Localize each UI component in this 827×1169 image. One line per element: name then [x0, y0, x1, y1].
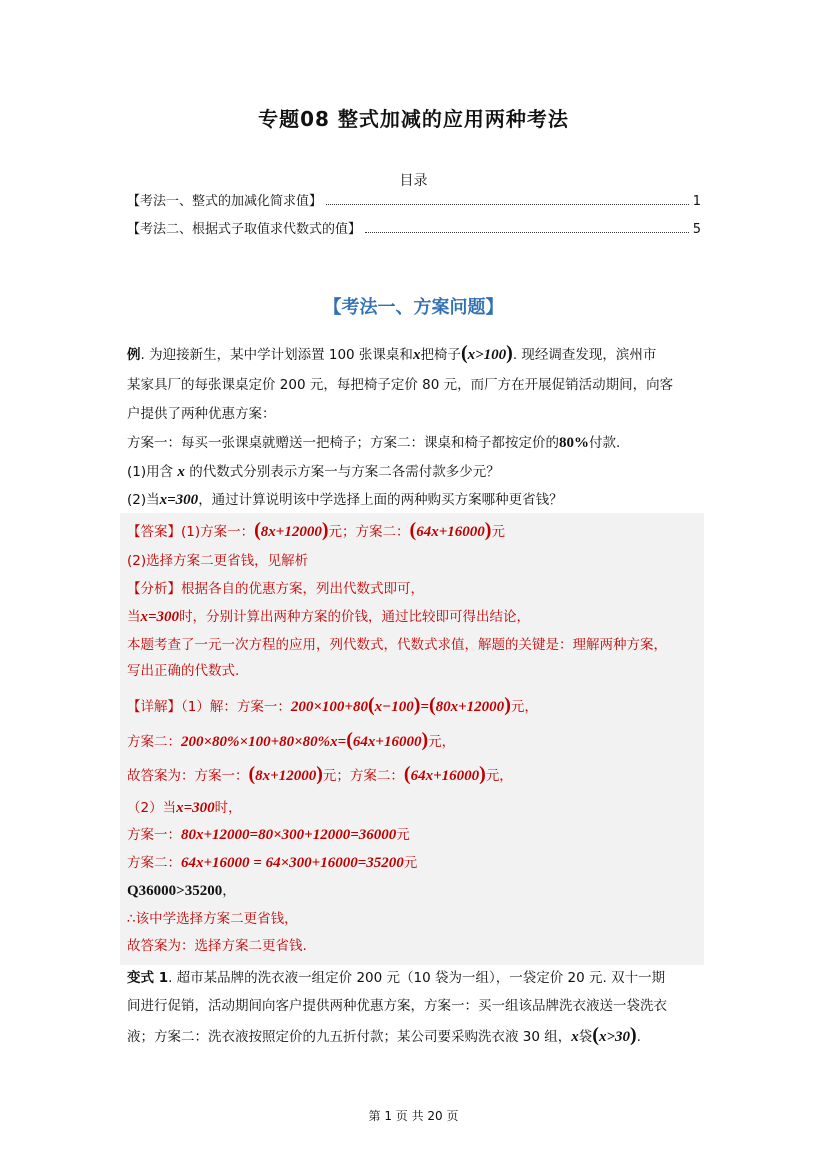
answer-line-2: (2)选择方案二更省钱，见解析: [127, 553, 309, 569]
answer-line: 【答案】(1)方案一：(8x+12000)元；方案二：(64x+16000)元: [127, 519, 505, 541]
variant-line-1: 变式 1. 超市某品牌的洗衣液一组定价 200 元（10 袋为一组），一袋定价 20 元. 双十一期: [127, 970, 666, 986]
toc-item-label: 【考法一、整式的加减化简求值】: [127, 194, 323, 209]
question-2: (2)当x=300，通过计算说明该中学选择上面的两种购买方案哪种更省钱？: [127, 492, 563, 508]
analysis-line-4: 写出正确的代数式.: [127, 663, 240, 679]
example-line-1: 例. 为迎接新生，某中学计划添置 100 张课桌和x把椅子(x>100). 现经调查发现，滨州市: [127, 342, 657, 364]
variant-line-2: 间进行促销，活动期间向客户提供两种优惠方案，方案一：买一组该品牌洗衣液送一袋洗衣: [127, 998, 667, 1014]
detail-line-6: 方案二：64x+16000 = 64×300+16000=35200元: [127, 855, 418, 871]
analysis-line-3: 本题考查了一元一次方程的应用，列代数式，代数式求值，解题的关键是：理解两种方案，: [127, 637, 667, 653]
example-line-3: 户提供了两种优惠方案：: [127, 406, 276, 422]
example-line-4: 方案一：每买一张课桌就赠送一把椅子；方案二：课桌和椅子都按定价的80%付款.: [127, 435, 621, 451]
detail-line-3: 故答案为：方案一：(8x+12000)元；方案二：(64x+16000)元，: [127, 763, 513, 785]
analysis-line-1: 【分析】根据各自的优惠方案，列出代数式即可，: [127, 581, 424, 597]
toc-heading: 目录: [399, 173, 428, 189]
toc-leader-dots: [326, 204, 689, 205]
variant-line-3: 液；方案二：洗衣液按照定价的九五折付款；某公司要采购洗衣液 30 组，x袋(x>30).: [127, 1024, 641, 1046]
detail-line-9: 故答案为：选择方案二更省钱.: [127, 938, 307, 954]
analysis-line-2: 当x=300时，分别计算出两种方案的价钱，通过比较即可得出结论，: [127, 609, 531, 625]
toc-item-label: 【考法二、根据式子取值求代数式的值】: [127, 222, 362, 237]
toc-item[interactable]: [127, 190, 701, 209]
question-1: (1)用含 x 的代数式分别表示方案一与方案二各需付款多少元？: [127, 464, 500, 480]
toc-item[interactable]: [127, 218, 701, 237]
toc-leader-dots: [365, 232, 689, 233]
detail-line-5: 方案一：80x+12000=80×300+12000=36000元: [127, 827, 410, 843]
page-footer: 第 1 页 共 20 页: [368, 1109, 459, 1123]
detail-line-2: 方案二：200×80%×100+80×80%x=(64x+16000)元，: [127, 729, 456, 751]
toc-item-page: 1: [692, 194, 701, 209]
detail-line-8: ∴该中学选择方案二更省钱，: [127, 911, 298, 927]
detail-line-7: Q36000>35200，: [127, 883, 236, 899]
section-title: 【考法一、方案问题】: [323, 297, 504, 318]
toc-item-page: 5: [692, 222, 701, 237]
detail-line-4: （2）当x=300时，: [127, 800, 242, 816]
document-title: 专题08 整式加减的应用两种考法: [258, 107, 569, 131]
detail-line-1: 【详解】（1）解：方案一：200×100+80(x−100)=(80x+12000)元，: [127, 694, 538, 716]
example-line-2: 某家具厂的每张课桌定价 200 元，每把椅子定价 80 元，而厂方在开展促销活动期间，向客: [127, 377, 674, 393]
